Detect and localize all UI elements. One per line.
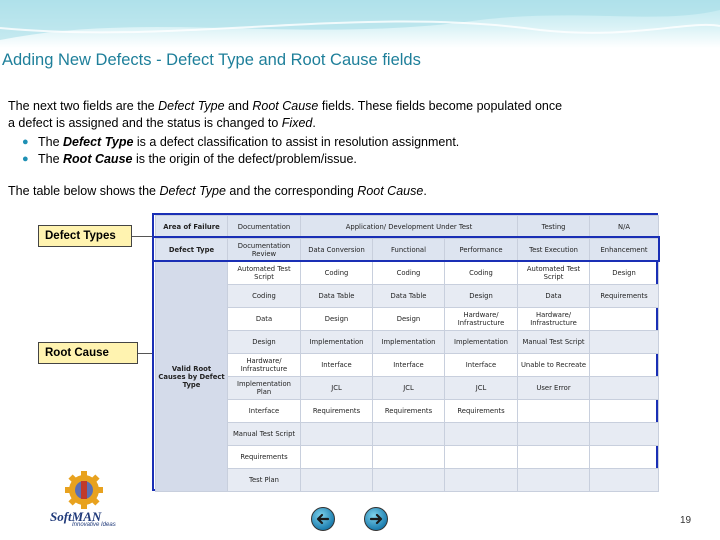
table-cell: Data Table: [301, 285, 373, 308]
table-cell: Implementation: [373, 331, 445, 354]
table-cell: JCL: [445, 377, 518, 400]
header-area-of-failure: Area of Failure: [156, 216, 228, 239]
table-cell: Design: [590, 262, 659, 285]
table-cell: Automated Test Script: [518, 262, 590, 285]
intro-paragraph: The next two fields are the Defect Type and Root Cause fields. These fields become populated once a defect is assigned and the status is changed to Fixed.: [8, 99, 563, 130]
table-cell: Hardware/ Infrastructure: [228, 354, 301, 377]
table-cell: Coding: [445, 262, 518, 285]
table-cell: Automated Test Script: [228, 262, 301, 285]
callout-root-cause: Root Cause: [38, 342, 138, 364]
table-cell: [301, 446, 373, 469]
bullet-icon: ●: [22, 153, 29, 165]
table-cell: Design: [373, 308, 445, 331]
defect-type-cell: Documentation Review: [228, 239, 301, 262]
table-cell: JCL: [301, 377, 373, 400]
table-cell: [445, 446, 518, 469]
table-row: [156, 446, 659, 469]
wave-decoration: [0, 0, 720, 48]
table-cell: Interface: [445, 354, 518, 377]
header-app-dev: Application/ Development Under Test: [301, 216, 518, 239]
table-cell: Requirements: [228, 446, 301, 469]
table-cell: Interface: [301, 354, 373, 377]
callout-defect-types: Defect Types: [38, 225, 132, 247]
header-testing: Testing: [518, 216, 590, 239]
table-row: [156, 377, 659, 400]
table-row: [156, 285, 659, 308]
top-decorative-band: [0, 0, 720, 48]
header-documentation: Documentation: [228, 216, 301, 239]
definition-bullets: [22, 134, 460, 168]
table-cell: Test Plan: [228, 469, 301, 492]
table-cell: [590, 400, 659, 423]
defect-type-row: [156, 239, 659, 262]
root-cause-label: Valid Root Causes by Defect Type: [156, 262, 228, 492]
defect-type-label: Defect Type: [156, 239, 228, 262]
defect-type-cell: Data Conversion: [301, 239, 373, 262]
table-row: [156, 354, 659, 377]
table-cell: Requirements: [445, 400, 518, 423]
table-cell: [590, 354, 659, 377]
defect-type-cell: Performance: [445, 239, 518, 262]
callout-connector: [132, 236, 154, 237]
table-cell: [301, 423, 373, 446]
table-cell: [518, 469, 590, 492]
table-cell: [518, 400, 590, 423]
arrow-left-icon: [315, 511, 331, 527]
table-cell: [590, 308, 659, 331]
table-cell: Data Table: [373, 285, 445, 308]
table-cell: [590, 469, 659, 492]
table-cell: Requirements: [590, 285, 659, 308]
table-cell: JCL: [373, 377, 445, 400]
table-cell: Requirements: [373, 400, 445, 423]
table-cell: Coding: [301, 262, 373, 285]
defect-type-cell: Enhancement: [590, 239, 659, 262]
table-row: [156, 469, 659, 492]
table-cell: User Error: [518, 377, 590, 400]
table-cell: [590, 331, 659, 354]
table-cell: [301, 469, 373, 492]
table-cell: Design: [228, 331, 301, 354]
table-cell: Design: [445, 285, 518, 308]
table-cell: Hardware/ Infrastructure: [518, 308, 590, 331]
logo-wordmark: SoftMAN: [50, 509, 102, 524]
table-cell: Implementation: [301, 331, 373, 354]
next-slide-button[interactable]: [364, 507, 388, 531]
table-cell: Interface: [373, 354, 445, 377]
table-cell: Design: [301, 308, 373, 331]
arrow-right-icon: [368, 511, 384, 527]
table-row: [156, 400, 659, 423]
table-cell: [445, 469, 518, 492]
table-cell: [590, 377, 659, 400]
table-cell: Manual Test Script: [518, 331, 590, 354]
table-cell: Manual Test Script: [228, 423, 301, 446]
logo-tagline: Innovative Ideas: [72, 522, 116, 528]
bullet-defect-type: ● The Defect Type is a defect classification to assist in resolution assignment.: [22, 135, 460, 149]
table-intro-paragraph: The table below shows the Defect Type and the corresponding Root Cause.: [8, 184, 427, 198]
previous-slide-button[interactable]: [311, 507, 335, 531]
defect-type-cell: Test Execution: [518, 239, 590, 262]
header-na: N/A: [590, 216, 659, 239]
defect-type-cell: Functional: [373, 239, 445, 262]
table-cell: Data: [518, 285, 590, 308]
table-cell: [373, 423, 445, 446]
table-cell: [590, 423, 659, 446]
table-cell: [518, 446, 590, 469]
table-cell: Unable to Recreate: [518, 354, 590, 377]
page-number: 19: [680, 515, 692, 526]
table-cell: Hardware/ Infrastructure: [445, 308, 518, 331]
table-row: [156, 423, 659, 446]
table-row: [156, 331, 659, 354]
table-cell: Coding: [228, 285, 301, 308]
bullet-icon: ●: [22, 136, 29, 148]
table-cell: [590, 446, 659, 469]
table-cell: Interface: [228, 400, 301, 423]
table-cell: [445, 423, 518, 446]
table-cell: Implementation: [445, 331, 518, 354]
table-header-row: [156, 216, 659, 239]
slide-title: Adding New Defects - Defect Type and Root Cause fields: [2, 51, 421, 69]
table-cell: Coding: [373, 262, 445, 285]
table-cell: Requirements: [301, 400, 373, 423]
table-row: [156, 262, 659, 285]
table-cell: [373, 446, 445, 469]
table-row: [156, 308, 659, 331]
bullet-root-cause: ● The Root Cause is the origin of the defect/problem/issue.: [22, 152, 357, 166]
table-cell: [518, 423, 590, 446]
table-cell: Implementation Plan: [228, 377, 301, 400]
defect-type-root-cause-table: [155, 215, 659, 492]
table-cell: [373, 469, 445, 492]
table-cell: Data: [228, 308, 301, 331]
